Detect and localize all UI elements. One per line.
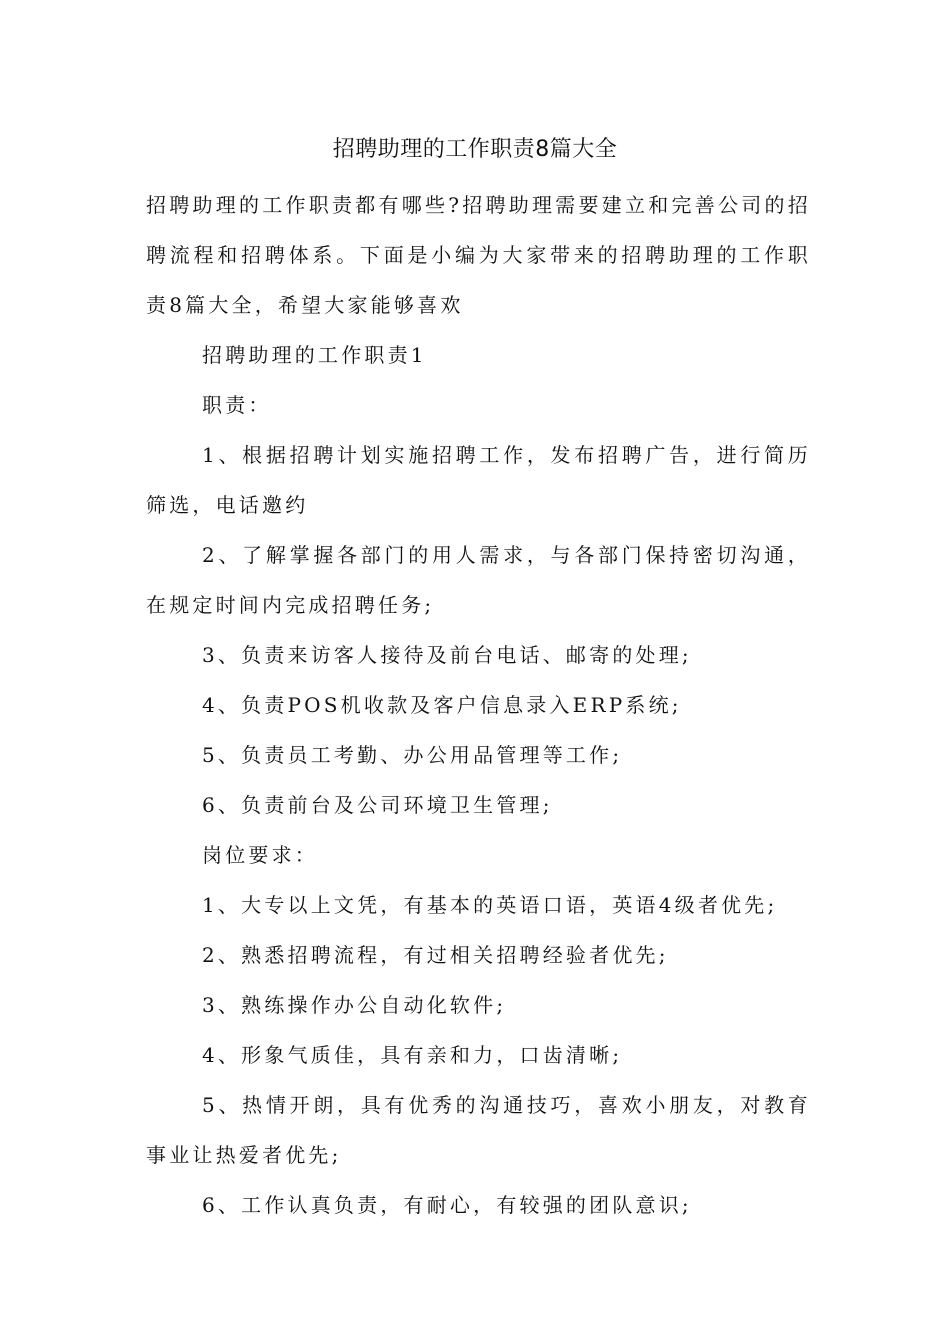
intro-paragraph: 招聘助理的工作职责都有哪些?招聘助理需要建立和完善公司的招聘流程和招聘体系。下面是小编为大家带来的招聘助理的工作职责8篇大全，希望大家能够喜欢 bbox=[146, 193, 811, 317]
requirement-item: 6、工作认真负责，有耐心，有较强的团队意识; bbox=[202, 1193, 692, 1217]
duty-item: 4、负责POS机收款及客户信息录入ERP系统; bbox=[202, 693, 682, 717]
duties-label: 职责： bbox=[202, 393, 272, 417]
requirement-item: 3、熟练操作办公自动化软件; bbox=[202, 993, 507, 1017]
requirements-label: 岗位要求： bbox=[202, 843, 318, 867]
requirement-item: 2、熟悉招聘流程，有过相关招聘经验者优先; bbox=[202, 943, 669, 967]
document-body bbox=[146, 330, 811, 1230]
duty-item: 5、负责员工考勤、办公用品管理等工作; bbox=[202, 743, 623, 767]
requirement-item: 5、热情开朗，具有优秀的沟通技巧，喜欢小朋友，对教育事业让热爱者优先; bbox=[146, 1093, 811, 1167]
duty-item: 1、根据招聘计划实施招聘工作，发布招聘广告，进行简历筛选，电话邀约 bbox=[146, 443, 811, 517]
duty-item: 6、负责前台及公司环境卫生管理; bbox=[202, 793, 553, 817]
duty-item: 3、负责来访客人接待及前台电话、邮寄的处理; bbox=[202, 643, 692, 667]
duty-item: 2、了解掌握各部门的用人需求，与各部门保持密切沟通，在规定时间内完成招聘任务; bbox=[146, 543, 811, 617]
section-heading: 招聘助理的工作职责1 bbox=[202, 343, 427, 367]
requirement-item: 1、大专以上文凭，有基本的英语口语，英语4级者优先; bbox=[202, 893, 778, 917]
requirement-item: 4、形象气质佳，具有亲和力，口齿清晰; bbox=[202, 1043, 623, 1067]
document-title: 招聘助理的工作职责8篇大全 bbox=[332, 137, 618, 162]
